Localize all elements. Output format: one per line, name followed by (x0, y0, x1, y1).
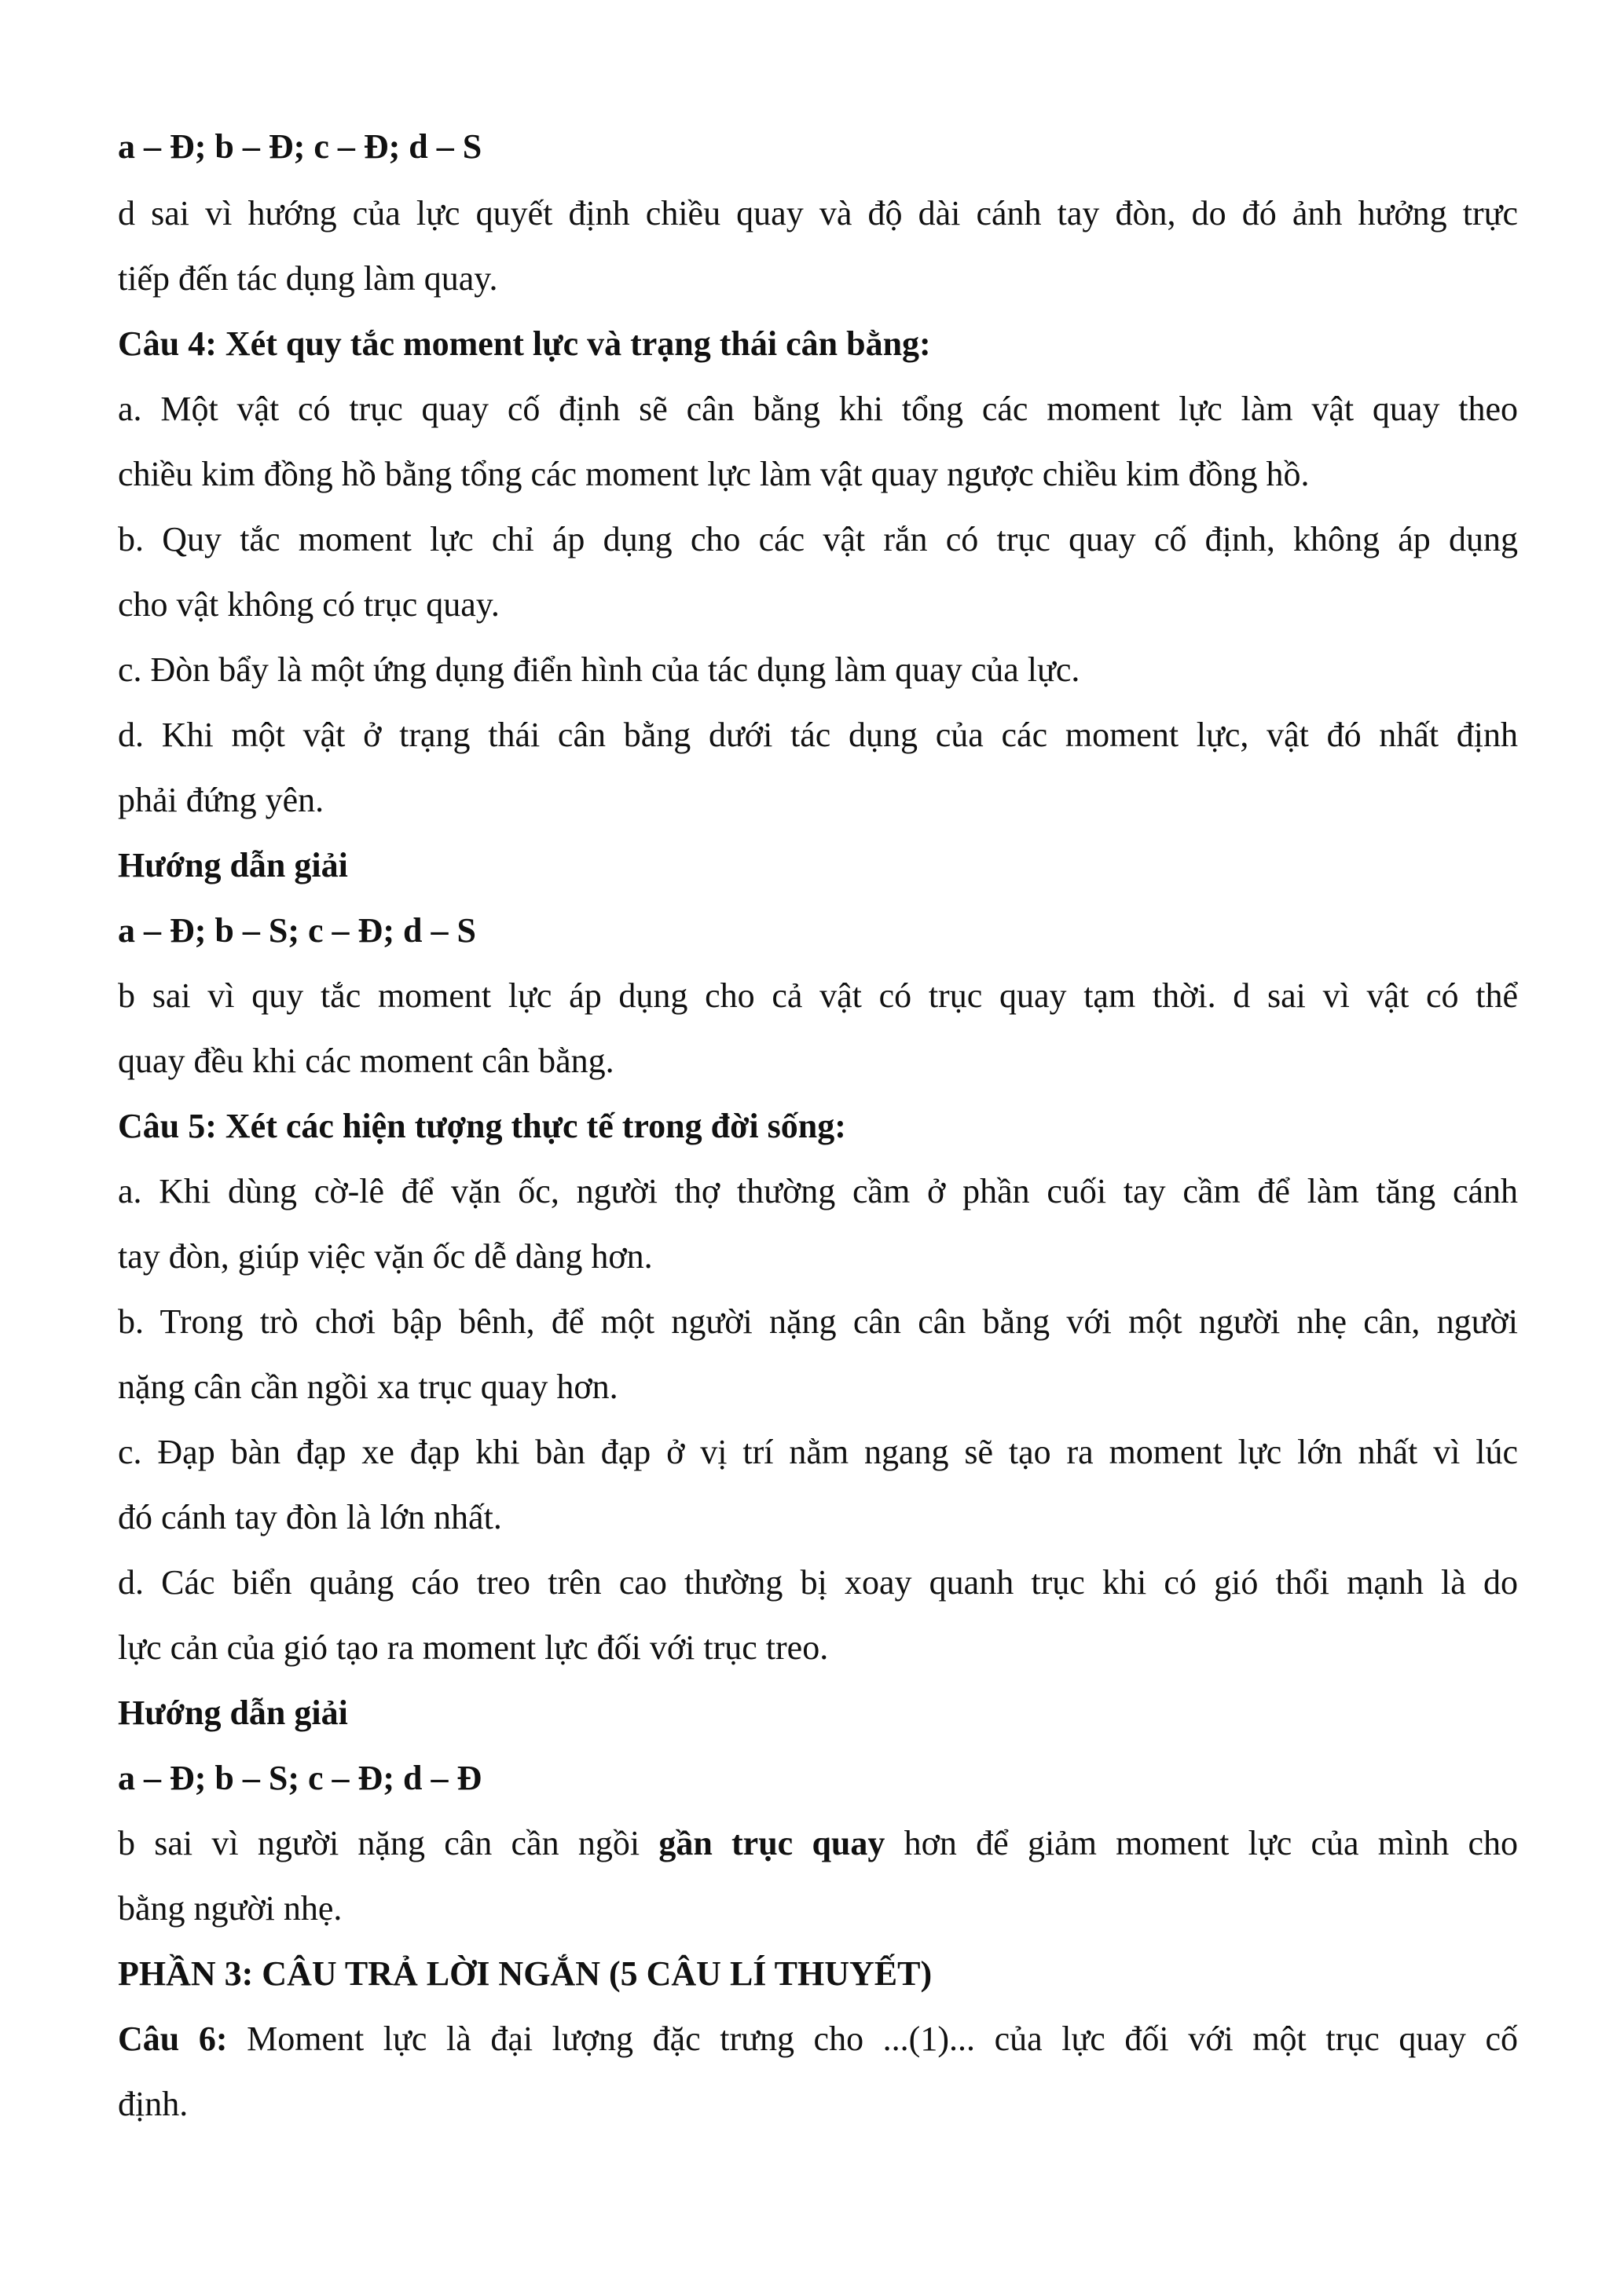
q4-explanation-line-2: quay đều khi các moment cân bằng. (118, 1042, 614, 1080)
q5-option-a-line-2: tay đòn, giúp việc vặn ốc dễ dàng hơn. (118, 1237, 653, 1276)
q4-option-d-line-1: d. Khi một vật ở trạng thái cân bằng dưới tác dụng của các moment lực, vật đó nhất định (118, 716, 1518, 754)
q4-guide-heading: Hướng dẫn giải (118, 846, 348, 884)
q5-explanation-line-2: bằng người nhẹ. (118, 1889, 343, 1928)
q5-option-c-line-1: c. Đạp bàn đạp xe đạp khi bàn đạp ở vị trí nằm ngang sẽ tạo ra moment lực lớn nhất vì lúc (118, 1433, 1518, 1471)
q3-explanation-line-2: tiếp đến tác dụng làm quay. (118, 259, 498, 298)
q6-text: Moment lực là đại lượng đặc trưng cho ...(1)... của lực đối với một trục quay cố (247, 2020, 1518, 2058)
q5-option-b-line-2: nặng cân cần ngồi xa trục quay hơn. (118, 1368, 618, 1406)
q4-option-d-line-2: phải đứng yên. (118, 781, 324, 819)
q5-option-a-line-1: a. Khi dùng cờ-lê để vặn ốc, người thợ thường cầm ở phần cuối tay cầm để làm tăng cánh (118, 1172, 1518, 1210)
q5-answer-key: a – Đ; b – S; c – Đ; d – Đ (118, 1759, 482, 1797)
q5-option-b-line-1: b. Trong trò chơi bập bênh, để một người nặng cân cân bằng với một người nhẹ cân, người (118, 1302, 1518, 1341)
q4-option-a-line-1: a. Một vật có trục quay cố định sẽ cân bằng khi tổng các moment lực làm vật quay theo (118, 390, 1518, 428)
q4-explanation-line-1: b sai vì quy tắc moment lực áp dụng cho cả vật có trục quay tạm thời. d sai vì vật có thể (118, 976, 1518, 1015)
q4-option-c: c. Đòn bẩy là một ứng dụng điển hình của tác dụng làm quay của lực. (118, 650, 1080, 689)
q6-line-2: định. (118, 2085, 189, 2123)
q4-answer-key: a – Đ; b – S; c – Đ; d – S (118, 911, 476, 950)
q5-option-c-line-2: đó cánh tay đòn là lớn nhất. (118, 1498, 502, 1536)
q3-answer-key: a – Đ; b – Đ; c – Đ; d – S (118, 127, 482, 166)
q6-line-1 (118, 2016, 1518, 2063)
q5-guide-heading: Hướng dẫn giải (118, 1694, 348, 1732)
q4-option-b-line-2: cho vật không có trục quay. (118, 585, 500, 624)
q5-title: Câu 5: Xét các hiện tượng thực tế trong đời sống: (118, 1107, 846, 1145)
q5-explanation-emphasis: gần trục quay (658, 1824, 885, 1862)
q5-option-d-line-1: d. Các biển quảng cáo treo trên cao thường bị xoay quanh trục khi có gió thổi mạnh là do (118, 1563, 1518, 1602)
q5-explanation-text-before: b sai vì người nặng cân cần ngồi (118, 1824, 640, 1862)
q3-explanation-line-1: d sai vì hướng của lực quyết định chiều quay và độ dài cánh tay đòn, do đó ảnh hưởng trực (118, 194, 1518, 233)
q4-option-a-line-2: chiều kim đồng hồ bằng tổng các moment lực làm vật quay ngược chiều kim đồng hồ. (118, 455, 1310, 493)
q5-explanation-line-1 (118, 1820, 1518, 1867)
q5-option-d-line-2: lực cản của gió tạo ra moment lực đối với trục treo. (118, 1628, 829, 1667)
q4-option-b-line-1: b. Quy tắc moment lực chỉ áp dụng cho các vật rắn có trục quay cố định, không áp dụng (118, 520, 1518, 558)
q6-label: Câu 6: (118, 2020, 228, 2058)
q4-title: Câu 4: Xét quy tắc moment lực và trạng thái cân bằng: (118, 324, 931, 363)
q5-explanation-text-after: hơn để giảm moment lực của mình cho (904, 1824, 1519, 1862)
part3-heading: PHẦN 3: CÂU TRẢ LỜI NGẮN (5 CÂU LÍ THUYẾT) (118, 1954, 933, 1993)
